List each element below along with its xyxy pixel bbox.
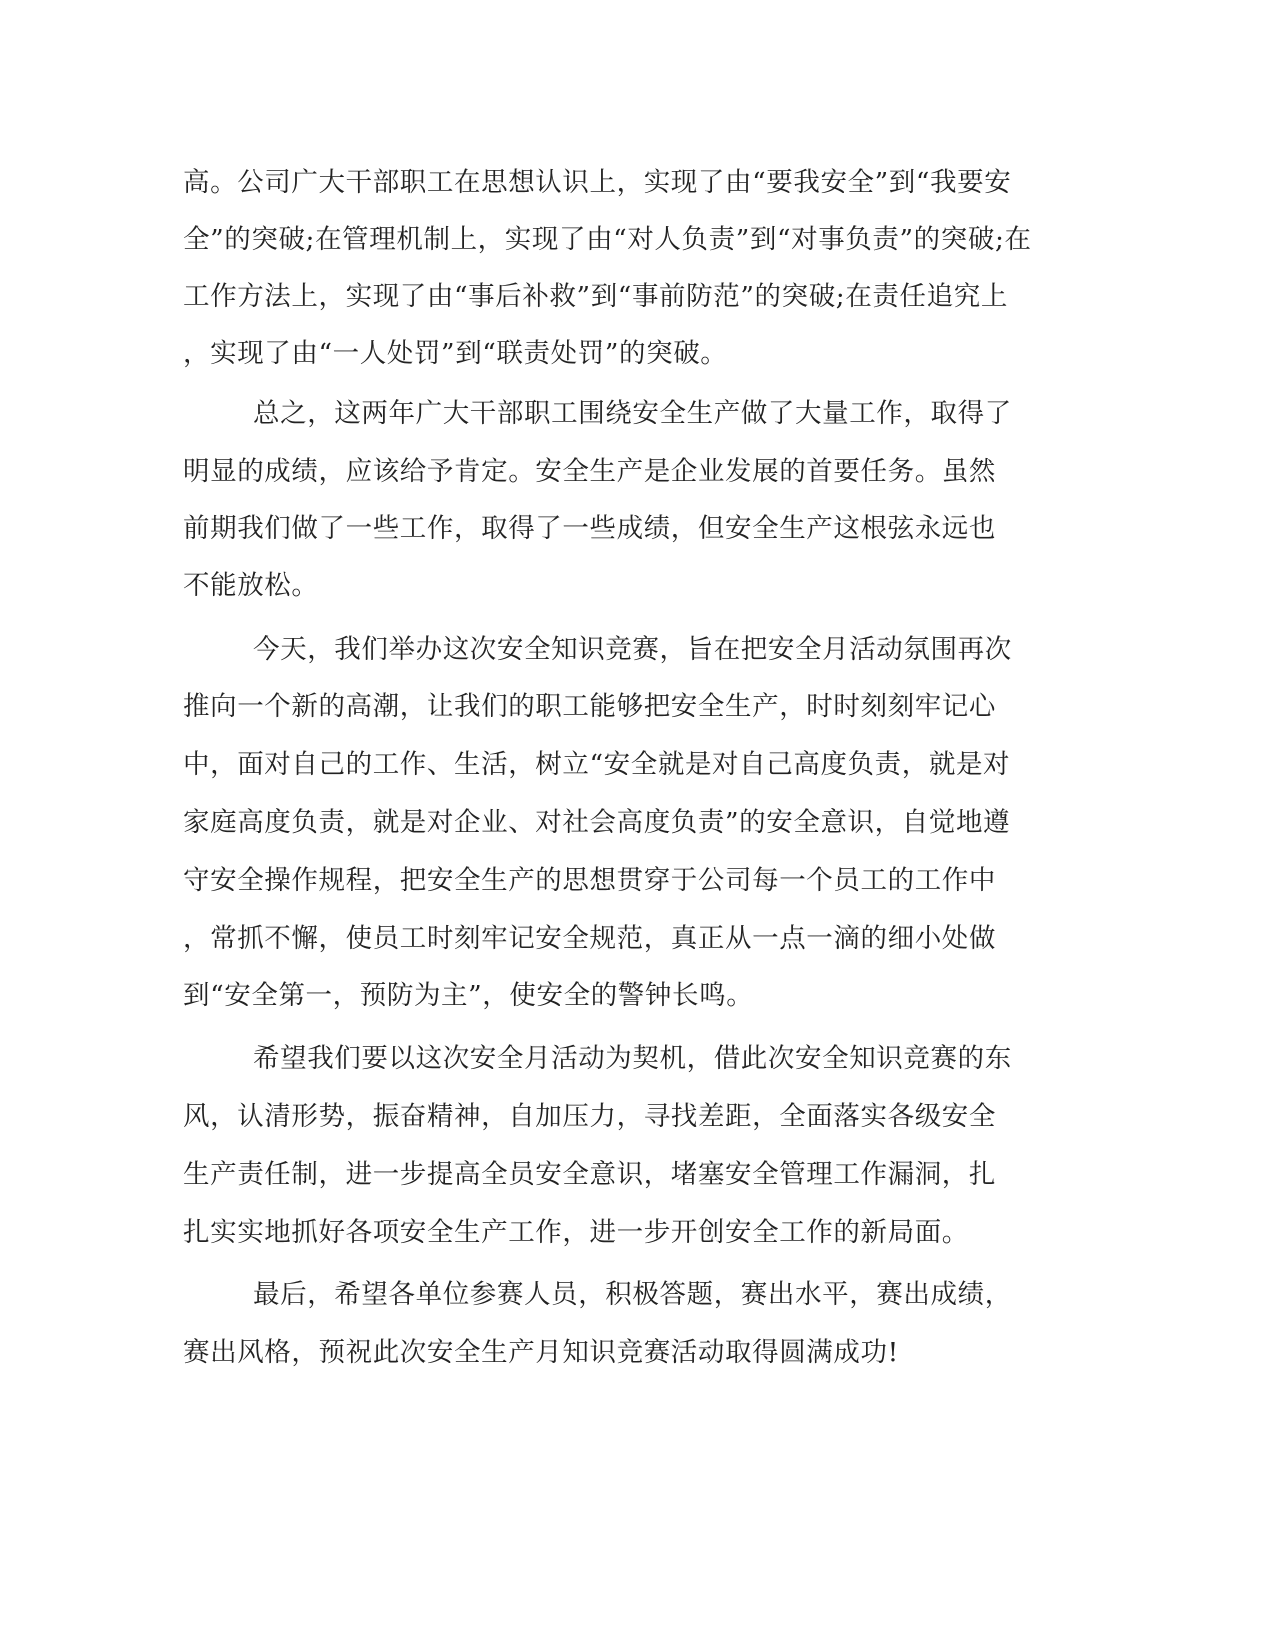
text-line: 不能放松。 xyxy=(183,570,319,601)
text-line: 守安全操作规程，把安全生产的思想贯穿于公司每一个员工的工作中 xyxy=(183,865,996,896)
text-line: 赛出风格，预祝此次安全生产月知识竞赛活动取得圆满成功! xyxy=(183,1337,899,1368)
text-line: 家庭高度负责，就是对企业、对社会高度负责”的安全意识，自觉地遵 xyxy=(183,807,1011,838)
text-line: 风，认清形势，振奋精神，自加压力，寻找差距，全面落实各级安全 xyxy=(183,1101,996,1132)
text-line: 今天，我们举办这次安全知识竞赛，旨在把安全月活动氛围再次 xyxy=(253,634,1012,665)
text-line: 高。公司广大干部职工在思想认识上，实现了由“要我安全”到“我要安 xyxy=(183,167,1012,198)
text-line: ，实现了由“一人处罚”到“联责处罚”的突破。 xyxy=(183,338,728,369)
text-line: 生产责任制，进一步提高全员安全意识，堵塞安全管理工作漏洞，扎 xyxy=(183,1159,996,1190)
text-line: 希望我们要以这次安全月活动为契机，借此次安全知识竞赛的东 xyxy=(253,1043,1012,1074)
text-line: 工作方法上，实现了由“事后补救”到“事前防范”的突破;在责任追究上 xyxy=(183,281,1008,312)
text-line: 最后，希望各单位参赛人员，积极答题，赛出水平，赛出成绩， xyxy=(253,1279,1012,1310)
text-line: 总之，这两年广大干部职工围绕安全生产做了大量工作，取得了 xyxy=(253,398,1012,429)
text-line: 前期我们做了一些工作，取得了一些成绩，但安全生产这根弦永远也 xyxy=(183,513,996,544)
text-line: 明显的成绩，应该给予肯定。安全生产是企业发展的首要任务。虽然 xyxy=(183,456,996,487)
text-line: 推向一个新的高潮，让我们的职工能够把安全生产，时时刻刻牢记心 xyxy=(183,691,996,722)
text-line: 到“安全第一，预防为主”，使安全的警钟长鸣。 xyxy=(183,980,754,1011)
text-line: ，常抓不懈，使员工时刻牢记安全规范，真正从一点一滴的细小处做 xyxy=(183,923,996,954)
text-line: 扎实实地抓好各项安全生产工作，进一步开创安全工作的新局面。 xyxy=(183,1217,969,1248)
text-line: 中，面对自己的工作、生活，树立“安全就是对自己高度负责，就是对 xyxy=(183,749,1011,780)
text-line: 全”的突破;在管理机制上，实现了由“对人负责”到“对事负责”的突破;在 xyxy=(183,224,1032,255)
